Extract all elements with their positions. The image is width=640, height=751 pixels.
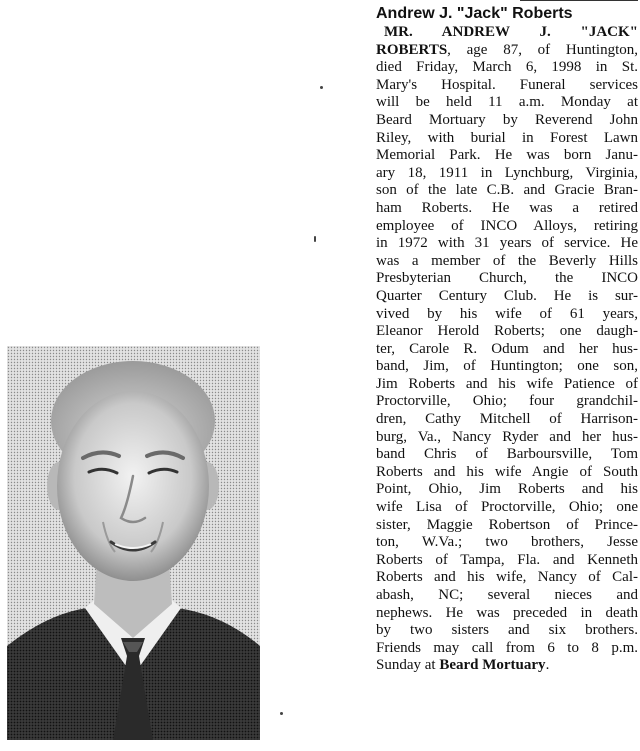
body-line: employee of INCO Alloys, retiring bbox=[376, 217, 638, 234]
print-speck bbox=[314, 236, 316, 242]
body-line: burg, Va., Nancy Ryder and her hus- bbox=[376, 428, 638, 445]
body-line: will be held 11 a.m. Monday at bbox=[376, 94, 638, 111]
body-line: Roberts and his wife Angie of South bbox=[376, 463, 638, 480]
portrait-photo bbox=[7, 346, 260, 740]
print-speck bbox=[280, 712, 283, 715]
body-line: MR. ANDREW J. "JACK" bbox=[384, 24, 638, 40]
body-line: Jim Roberts and his wife Patience of bbox=[376, 375, 638, 392]
body-line: vived by his wife of 61 years, bbox=[376, 305, 638, 322]
obituary-body bbox=[376, 24, 638, 675]
body-line: ton, W.Va.; two brothers, Jesse bbox=[376, 534, 638, 551]
body-line: Quarter Century Club. He is sur- bbox=[376, 287, 638, 304]
body-line: ham Roberts. He was a retired bbox=[376, 199, 638, 216]
body-line: Mary's Hospital. Funeral services bbox=[376, 76, 638, 93]
body-line: was a member of the Beverly Hills bbox=[376, 252, 638, 269]
body-line: Proctorville, Ohio; four grandchil- bbox=[376, 393, 638, 410]
body-line: Presbyterian Church, the INCO bbox=[376, 270, 638, 287]
body-line: Roberts of Tampa, Fla. and Kenneth bbox=[376, 551, 638, 568]
body-line: Eleanor Herold Roberts; one daugh- bbox=[376, 323, 638, 340]
top-rule bbox=[520, 0, 638, 1]
body-line: sister, Maggie Robertson of Prince- bbox=[376, 516, 638, 533]
last-line-suffix: . bbox=[545, 657, 550, 674]
body-line: Point, Ohio, Jim Roberts and his bbox=[376, 481, 638, 498]
last-line-prefix: Sunday at bbox=[376, 657, 440, 674]
body-line: by two sisters and six brothers. bbox=[376, 622, 638, 639]
body-line: band Chris of Barboursville, Tom bbox=[376, 446, 638, 463]
body-line: in 1972 with 31 years of service. He bbox=[376, 235, 638, 252]
body-line: ter, Carole R. Odum and her hus- bbox=[376, 340, 638, 357]
obituary-headline: Andrew J. "Jack" Roberts bbox=[376, 5, 573, 22]
body-line-bold: ROBERTS bbox=[376, 41, 448, 58]
body-line-rest: , age 87, of Huntington, bbox=[447, 41, 638, 58]
body-line: Memorial Park. He was born Janu- bbox=[376, 147, 638, 164]
body-line: Riley, with burial in Forest Lawn bbox=[376, 129, 638, 146]
body-line: wife Lisa of Proctorville, Ohio; one bbox=[376, 499, 638, 516]
body-line: nephews. He was preceded in death bbox=[376, 604, 638, 621]
body-line: ary 18, 1911 in Lynchburg, Virginia, bbox=[376, 164, 638, 181]
funeral-home-name: Beard Mortuary bbox=[439, 657, 546, 674]
body-line: Beard Mortuary by Reverend John bbox=[376, 111, 638, 128]
body-line: Roberts and his wife, Nancy of Cal- bbox=[376, 569, 638, 586]
body-line: Friends may call from 6 to 8 p.m. bbox=[376, 639, 638, 656]
body-line: dren, Cathy Mitchell of Harrison- bbox=[376, 411, 638, 428]
body-line: son of the late C.B. and Gracie Bran- bbox=[376, 182, 638, 199]
body-line-last bbox=[376, 657, 638, 675]
body-line: abash, NC; several nieces and bbox=[376, 587, 638, 603]
body-line: died Friday, March 6, 1998 in St. bbox=[376, 59, 638, 76]
portrait-illustration bbox=[7, 346, 260, 740]
body-line bbox=[376, 42, 638, 60]
body-line: band, Jim, of Huntington; one son, bbox=[376, 358, 638, 375]
print-speck bbox=[320, 86, 323, 89]
